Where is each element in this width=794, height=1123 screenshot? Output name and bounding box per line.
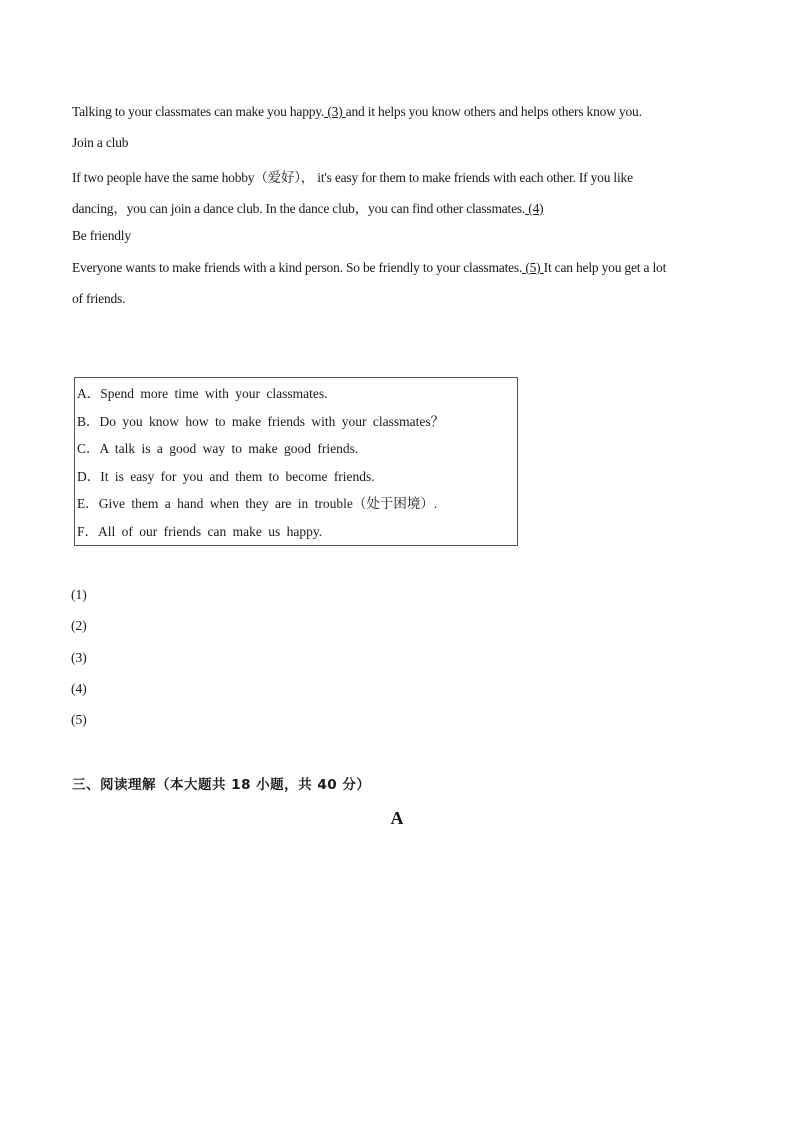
paragraph-2-line-1: If two people have the same hobby（爱好）， it's easy for them to make friends with each other. If you like: [72, 170, 633, 185]
paragraph-3-text-end: It can help you get a lot: [543, 260, 667, 275]
section-title: 三、阅读理解（本大题共 18 小题，共 40 分）: [72, 777, 371, 793]
heading-join-a-club: Join a club: [72, 135, 129, 150]
option-a: A．Spend more time with your classmates.: [77, 386, 328, 401]
blank-4: (4): [525, 201, 544, 216]
answer-slot-3[interactable]: (3): [71, 650, 87, 665]
blank-3: (3): [324, 104, 346, 119]
options-box: [74, 377, 518, 546]
paragraph-1-text-start: Talking to your classmates can make you happy.: [72, 104, 325, 119]
option-e: E．Give them a hand when they are in trouble（处于困境）.: [77, 496, 438, 511]
option-b: B．Do you know how to make friends with your classmates？: [77, 414, 445, 429]
answer-slot-4[interactable]: (4): [71, 681, 87, 696]
answer-slot-2[interactable]: (2): [71, 618, 87, 633]
passage-letter: A: [390, 808, 404, 828]
heading-be-friendly: Be friendly: [72, 228, 131, 243]
option-f: F．All of our friends can make us happy.: [77, 524, 323, 539]
answer-slot-1[interactable]: (1): [71, 587, 87, 602]
paragraph-2-line-2: [72, 197, 543, 217]
blank-5: (5): [522, 260, 544, 275]
paragraph-2-text: dancing，you can join a dance club. In the dance club，you can find other classmates.: [72, 201, 526, 216]
paragraph-1: [72, 104, 642, 120]
paragraph-3-text-start: Everyone wants to make friends with a kind person. So be friendly to your classmates.: [72, 260, 523, 275]
paragraph-3-line-2: of friends.: [72, 291, 126, 306]
option-d: D．It is easy for you and them to become friends.: [77, 469, 375, 484]
paragraph-3-line-1: [72, 260, 666, 276]
option-c: C．A talk is a good way to make good friends.: [77, 441, 359, 456]
answer-slot-5[interactable]: (5): [71, 712, 87, 727]
paragraph-1-text-end: and it helps you know others and helps others know you.: [345, 104, 642, 119]
